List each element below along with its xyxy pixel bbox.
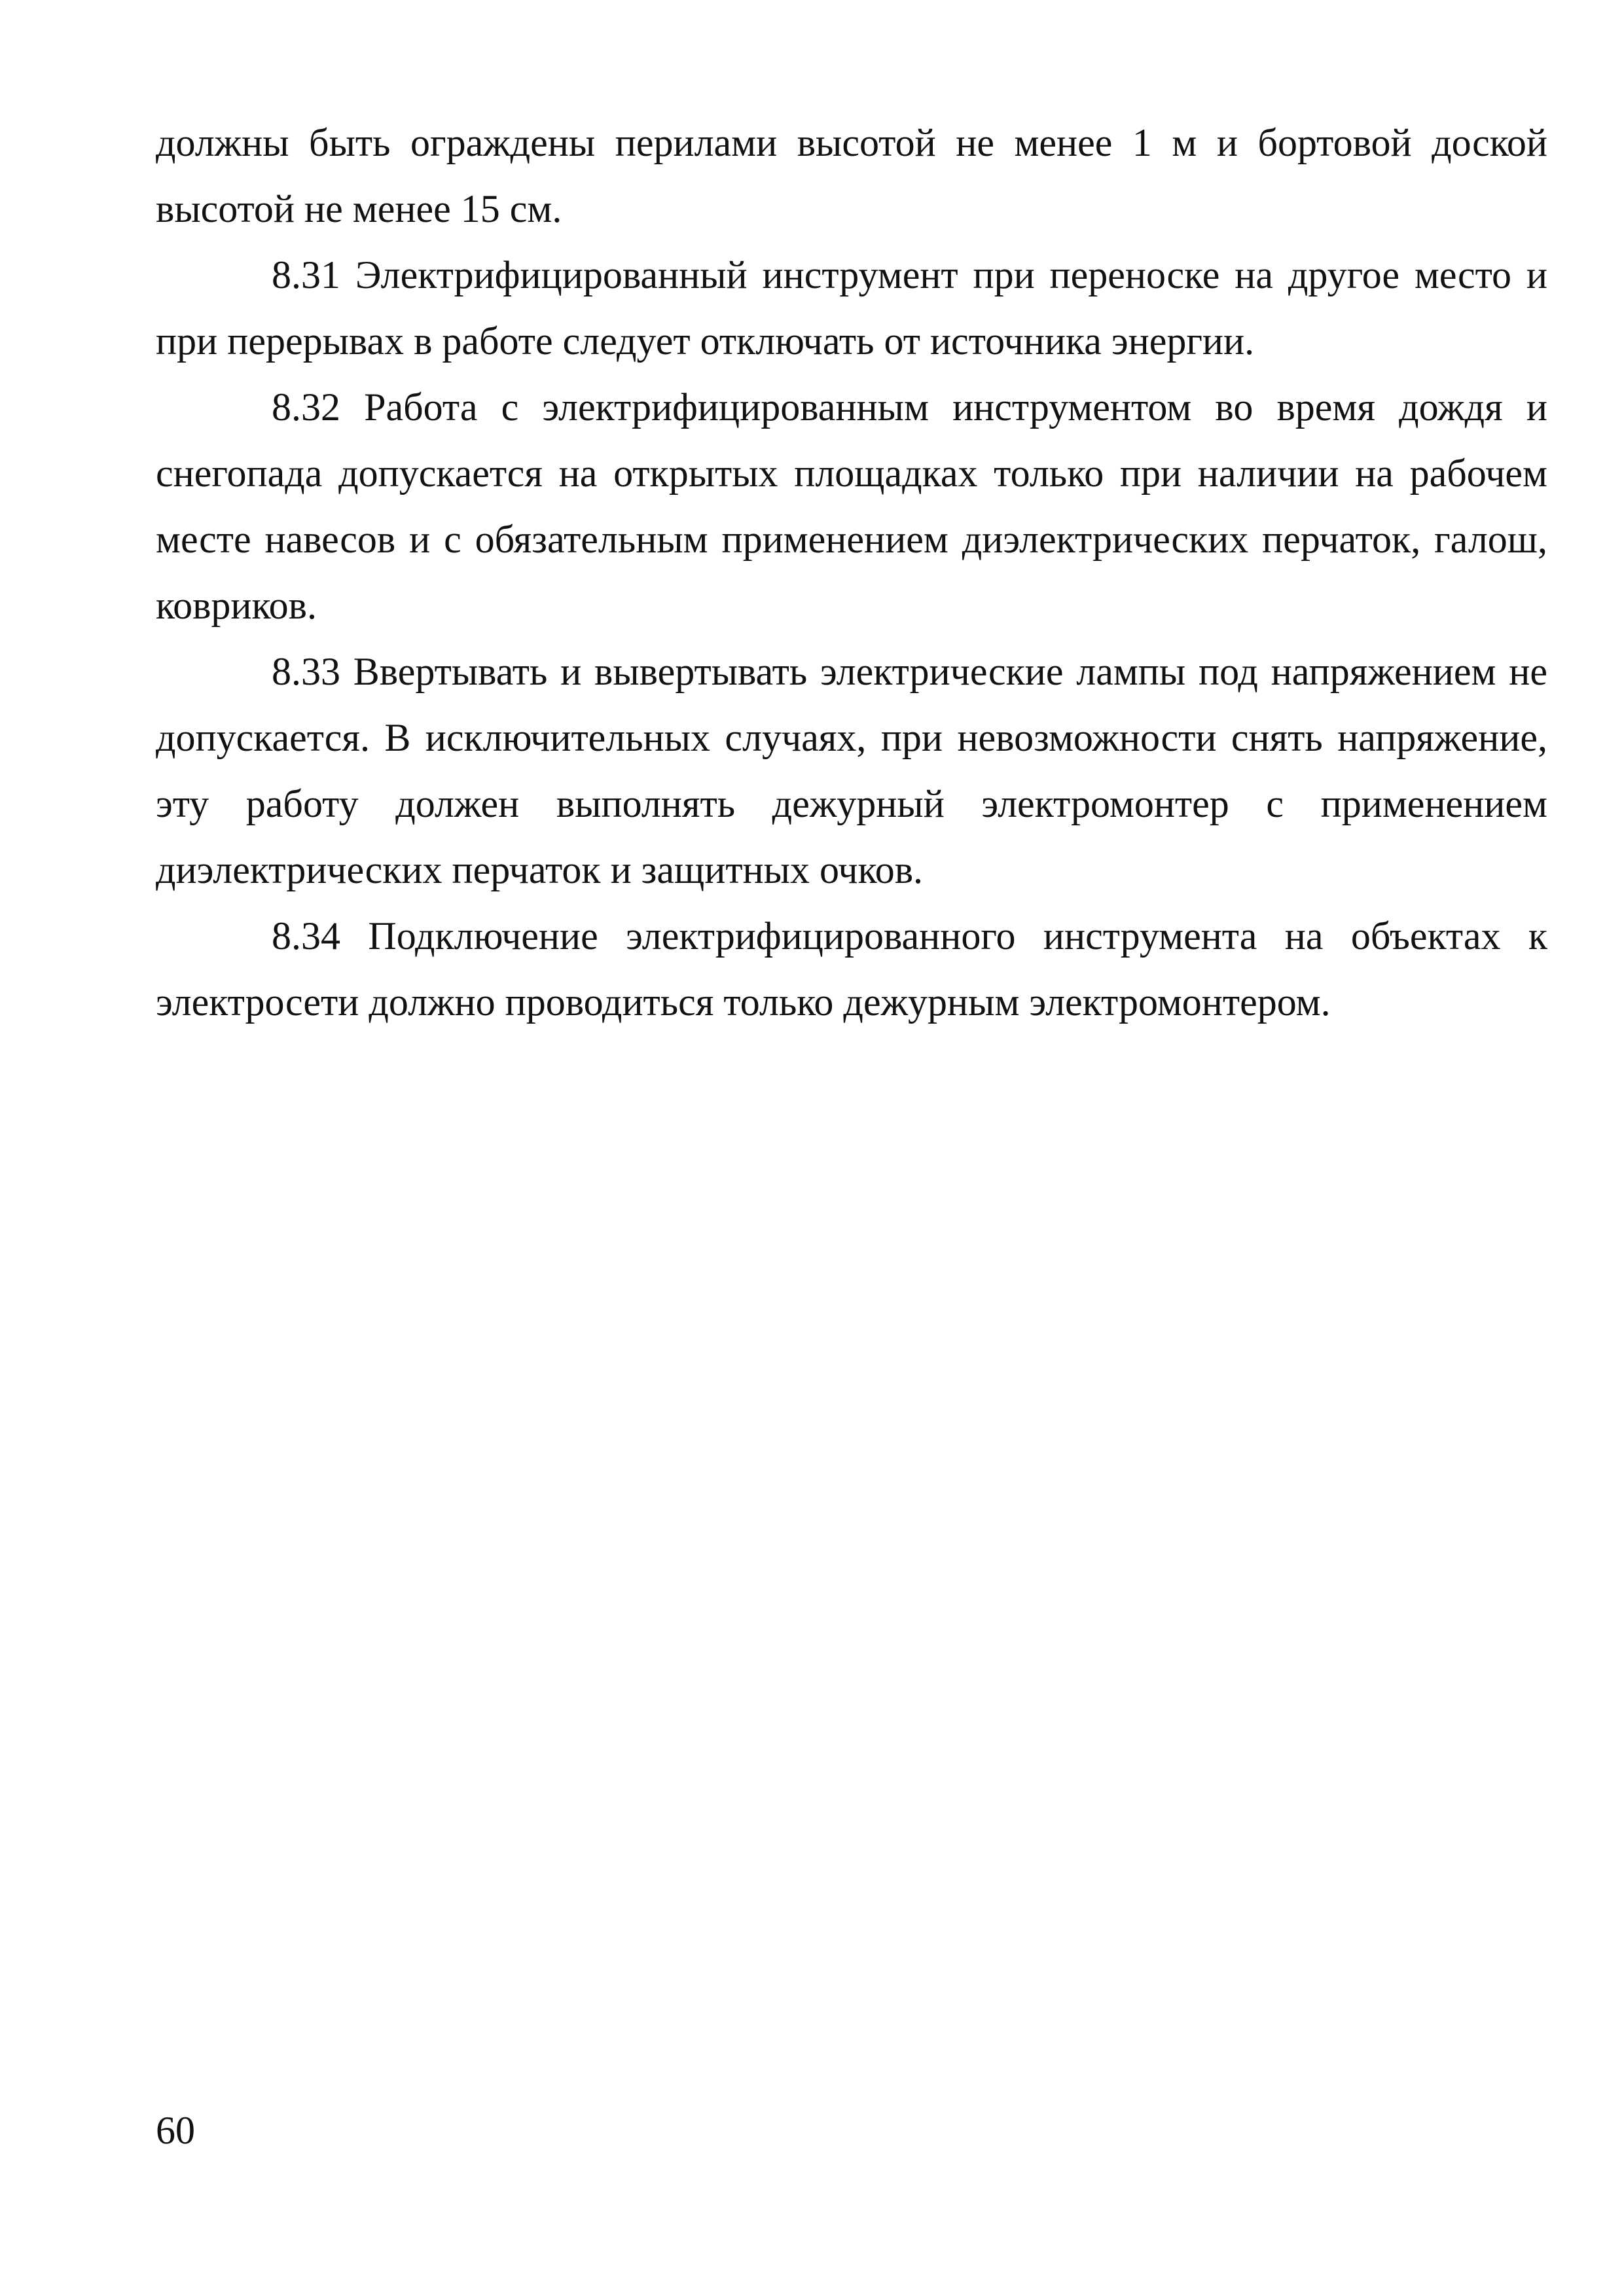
paragraph-8-33: 8.33 Ввертывать и вывертывать электрические лампы под напряжением не допускается. В исключительных случаях, при невозможности снять напряжение, эту работу должен выполнять дежурный электромонтер с применением диэлектрических перчаток и защитных очков. [156,650,1547,891]
paragraph-8-34: 8.34 Подключение электрифицированного инструмента на объектах к электросети должно проводиться только дежурным электромонтером. [156,914,1547,1024]
paragraph-continuation: должны быть ограждены перилами высотой не менее 1 м и бортовой доской высотой не менее 15 см. [156,121,1547,230]
body-text [156,110,1547,1035]
paragraph-8-32: 8.32 Работа с электрифицированным инструментом во время дождя и снегопада допускается на открытых площадках только при наличии на рабочем месте навесов и с обязательным применением диэлектрических перчаток, галош, ковриков. [156,386,1547,627]
page-number: 60 [156,2109,195,2152]
paragraph-8-31: 8.31 Электрифицированный инструмент при переноске на другое место и при перерывах в работе следует отключать от источника энергии. [156,253,1547,363]
